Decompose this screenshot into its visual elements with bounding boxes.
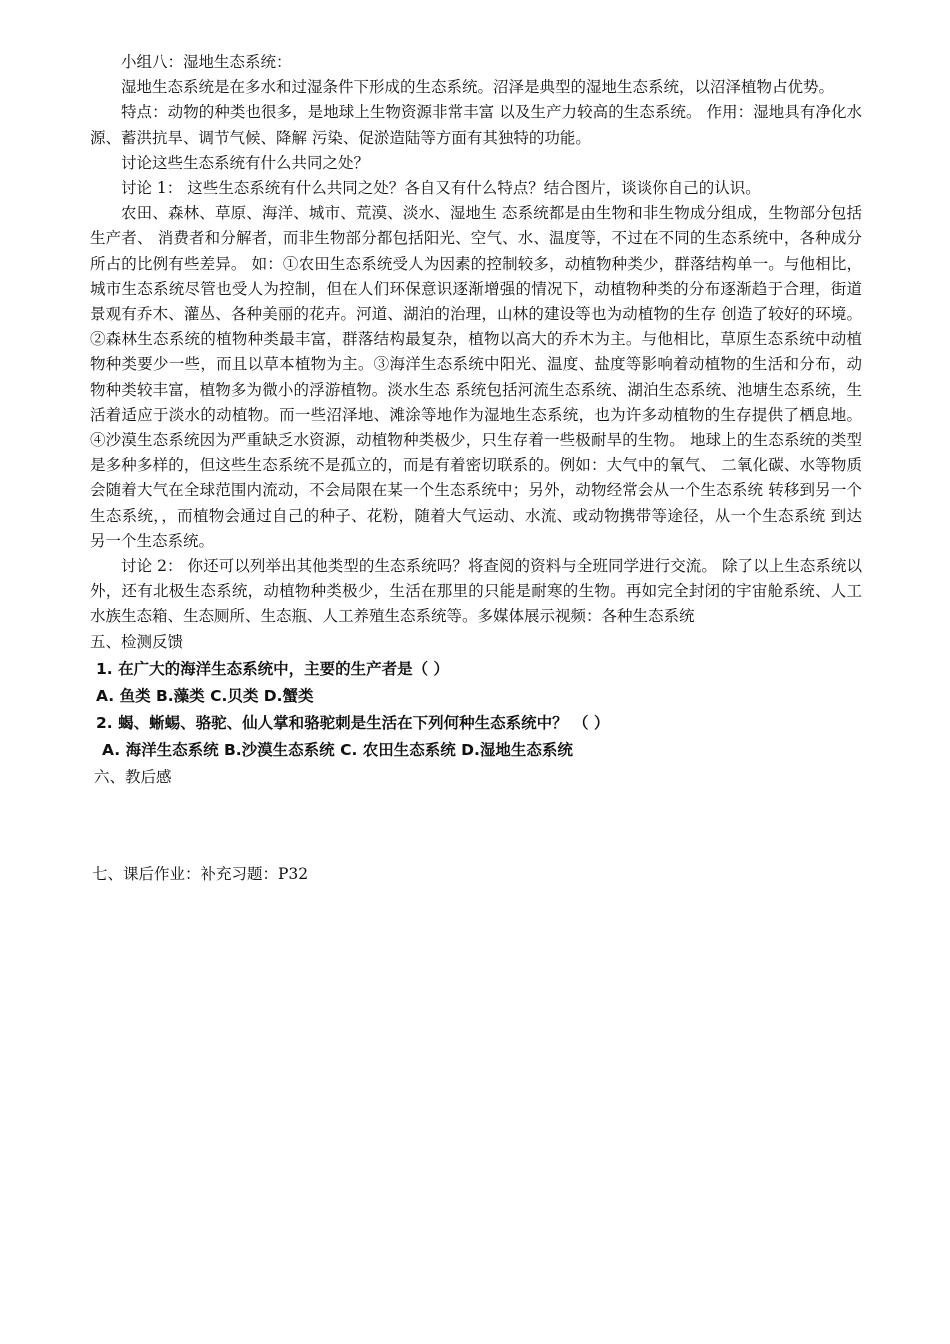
discussion-prompt: 讨论这些生态系统有什么共同之处？ xyxy=(121,153,370,172)
question-1: 1. 在广大的海洋生态系统中，主要的生产者是（ ） xyxy=(96,659,449,678)
group8-features: 特点：动物的种类也很多，是地球上生物资源非常丰富 以及生产力较高的生态系统。 作用：湿地具有净化水源、蓄洪抗旱、调节气候、降解 污染、促淤造陆等方面有其独特的功能。 xyxy=(90,103,862,147)
section7-heading: 七、课后作业：补充习题：P32 xyxy=(92,865,309,884)
question-1-options: A. 鱼类 B.藻类 C.贝类 D.蟹类 xyxy=(96,686,314,705)
question-2-options: A. 海洋生态系统 B.沙漠生态系统 C. 农田生态系统 D.湿地生态系统 xyxy=(102,741,573,760)
section6-heading: 六、教后感 xyxy=(94,768,172,787)
group8-definition: 湿地生态系统是在多水和过湿条件下形成的生态系统。沼泽是典型的湿地生态系统，以沼泽植物占优势。 xyxy=(121,78,835,97)
discussion1-question: 讨论 1： 这些生态系统有什么共同之处？各自又有什么特点？结合图片，谈谈你自己的认识。 xyxy=(121,179,761,198)
question-2: 2. 蝎、蜥蜴、骆驼、仙人掌和骆驼刺是生活在下列何种生态系统中？ （ ） xyxy=(96,714,610,733)
document-page xyxy=(90,50,862,887)
discussion1-answer: 农田、森林、草原、海洋、城市、荒漠、淡水、湿地生 态系统都是由生物和非生物成分组成，生物部分包括生产者、 消费者和分解者，而非生物部分都包括阳光、空气、水、温度等，不过在不同的生态系统中，各种成分所占的比例有些差异。 如：①农田生态系统受人为因素的控制较多，动植物种类少，群落结构单一。与他相比，城市生态系统尽管也受人为控制，但在人们环保意识逐渐增强的情况下，动植物种类的分布逐渐趋于合理，街道景观有乔木、灌丛、各种美丽的花卉。河道、湖泊的治理，山林的建设等也为动植物的生存 创造了较好的环境。②森林生态系统的植物种类最丰富，群落结构最复杂，植物以高大的乔木为主。与他相比，草原生态系统中动植物种类要少一些，而且以草本植物为主。③海洋生态系统中阳光、温度、盐度等影响着动植物的生活和分布，动物种类较丰富，植物多为微小的浮游植物。淡水生态 系统包括河流生态系统、湖泊生态系统、池塘生态系统，生活着适应于淡水的动植物。而一些沼泽地、滩涂等地作为湿地生态系统，也为许多动植物的生存提供了栖息地。④沙漠生态系统因为严重缺乏水资源，动植物种类极少，只生存着一些极耐旱的生物。 地球上的生态系统的类型是多种多样的，但这些生态系统不是孤立的，而是有着密切联系的。例如：大气中的氧气、 二氧化碳、水等物质会随着大气在全球范围内流动，不会局限在某一个生态系统中；另外，动物经常会从一个生态系统 转移到另一个生态系统，，而植物会通过自己的种子、花粉，随着大气运动、水流、或动物携带等途径，从一个生态系统 到达另一个生态系统。 xyxy=(90,204,862,550)
group8-title: 小组八：湿地生态系统： xyxy=(121,53,292,71)
discussion2-paragraph: 讨论 2： 你还可以列举出其他类型的生态系统吗？将查阅的资料与全班同学进行交流。 除了以上生态系统以外，还有北极生态系统，动植物种类极少，生活在那里的只能是耐寒的生物。再如完全封闭的宇宙舱系统、人工水族生态箱、生态厕所、生态瓶、人工养殖生态系统等。多媒体展示视频：各种生态系统 xyxy=(90,557,862,626)
section5-heading: 五、检测反馈 xyxy=(90,632,184,651)
